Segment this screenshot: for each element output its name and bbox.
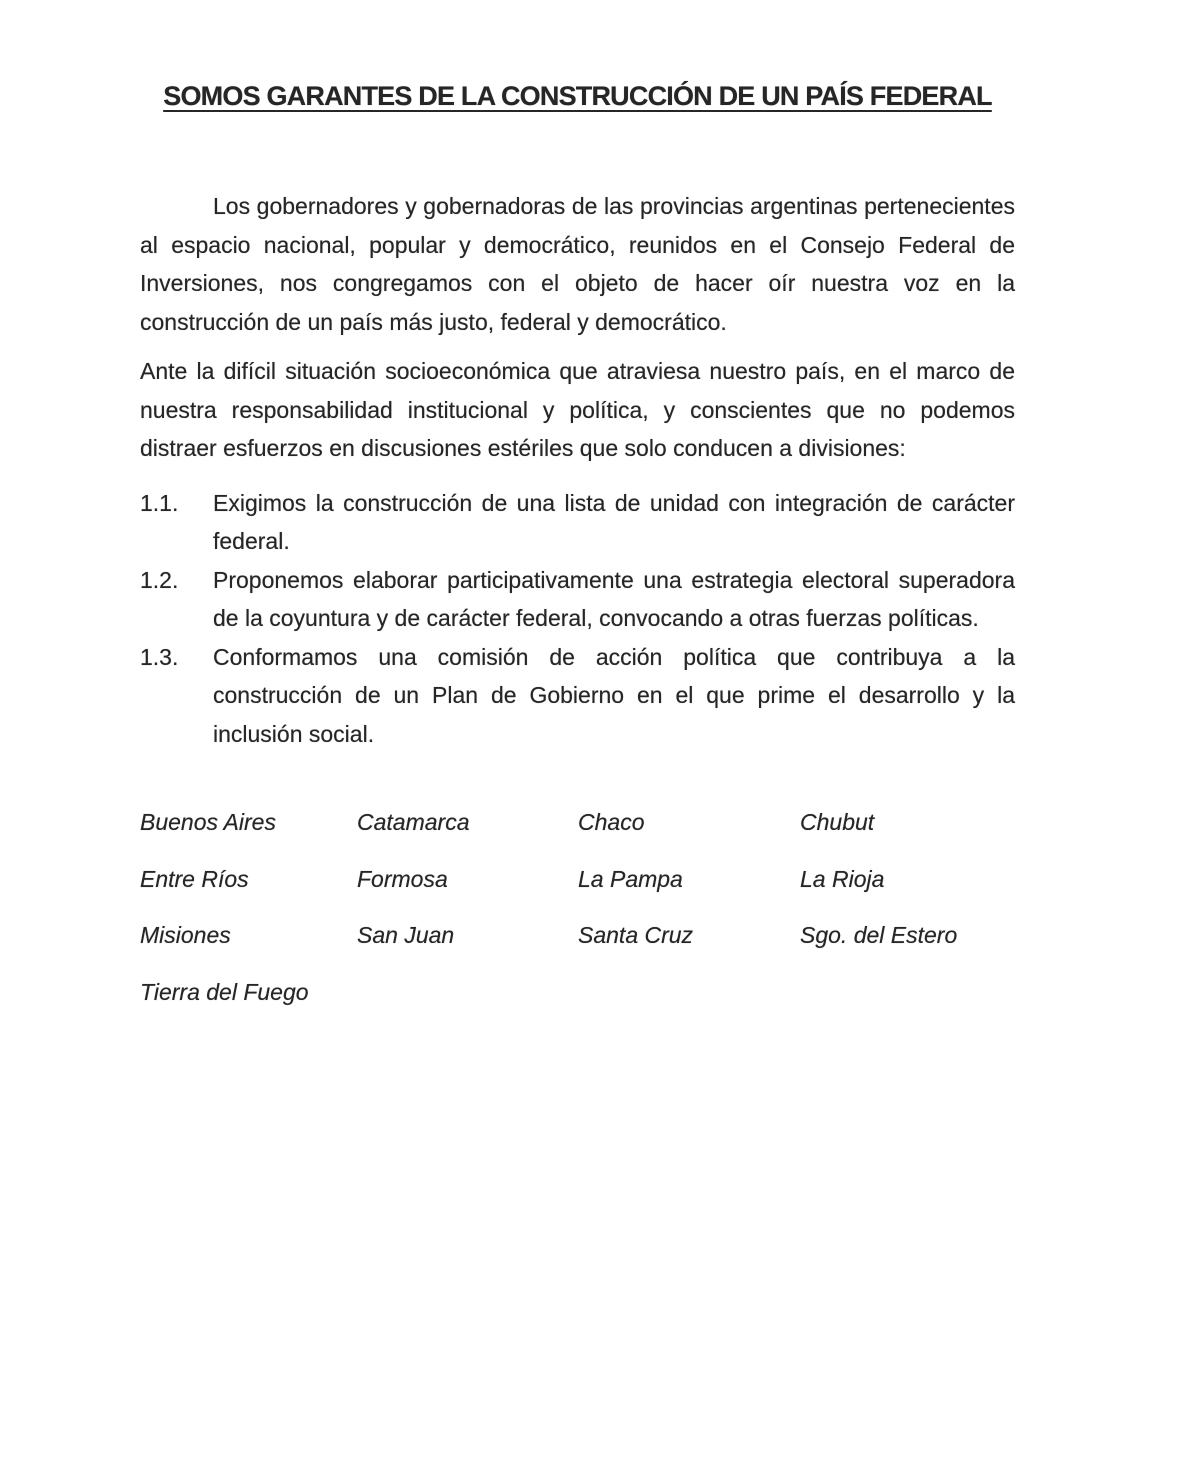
list-item-text: Conformamos una comisión de acción política que contribuya a la construcción de un Plan de Gobierno en el que prime el desarrollo y la inclusión social.: [213, 643, 1015, 747]
signatory-province: Chaco: [578, 809, 645, 835]
paragraph-governors: Los gobernadores y gobernadoras de las provincias argentinas pertenecientes al espacio nacional, popular y democrático, reunidos en el Consejo Federal de Inversiones, nos congregamos con el objeto de hacer oír nuestra voz en la construcción de un país más justo, federal y democrático.: [140, 193, 1015, 335]
list-item-1-2: [140, 561, 1015, 638]
list-item-number: 1.2.: [140, 566, 179, 593]
list-item-text: Proponemos elaborar participativamente una estrategia electoral superadora de la coyuntura y de carácter federal, convocando a otras fuerzas políticas.: [213, 566, 1015, 631]
signatory-province: La Pampa: [578, 865, 683, 892]
document-title: SOMOS GARANTES DE LA CONSTRUCCIÓN DE UN PAÍS FEDERAL: [163, 81, 992, 111]
list-item-number: 1.3.: [140, 643, 179, 670]
signatory-province: San Juan: [357, 922, 455, 948]
signatories-row: [140, 973, 1015, 1012]
list-item-1-1: [140, 484, 1015, 561]
signatory-province: Sgo. del Estero: [800, 922, 958, 948]
list-item-number: 1.1.: [140, 489, 179, 516]
signatory-province: Santa Cruz: [578, 922, 694, 948]
signatories-section: [140, 803, 1015, 1011]
signatory-province: Catamarca: [357, 809, 470, 835]
signatory-province: [357, 973, 578, 1012]
title-container: [140, 78, 1015, 114]
signatory-province: Buenos Aires: [140, 809, 276, 835]
signatory-province: [800, 973, 1015, 1012]
proposals-list: [140, 484, 1015, 754]
signatory-province: La Rioja: [800, 865, 885, 892]
signatories-row: [140, 860, 1015, 899]
signatory-province: Formosa: [357, 865, 448, 892]
signatory-province: Chubut: [800, 809, 875, 835]
signatory-province: [578, 973, 800, 1012]
list-item-1-3: [140, 638, 1015, 754]
signatories-row: [140, 916, 1015, 955]
signatory-province: Entre Ríos: [140, 865, 249, 892]
paragraph-context: Ante la difícil situación socioeconómica que atraviesa nuestro país, en el marco de nuestra responsabilidad institucional y política, y conscientes que no podemos distraer esfuerzos en discusiones estériles que solo conducen a divisiones:: [140, 358, 1015, 461]
signatory-province: Misiones: [140, 922, 231, 948]
list-item-text: Exigimos la construcción de una lista de unidad con integración de carácter federal.: [213, 489, 1015, 554]
signatories-row: [140, 803, 1015, 842]
signatory-province: Tierra del Fuego: [140, 978, 309, 1005]
